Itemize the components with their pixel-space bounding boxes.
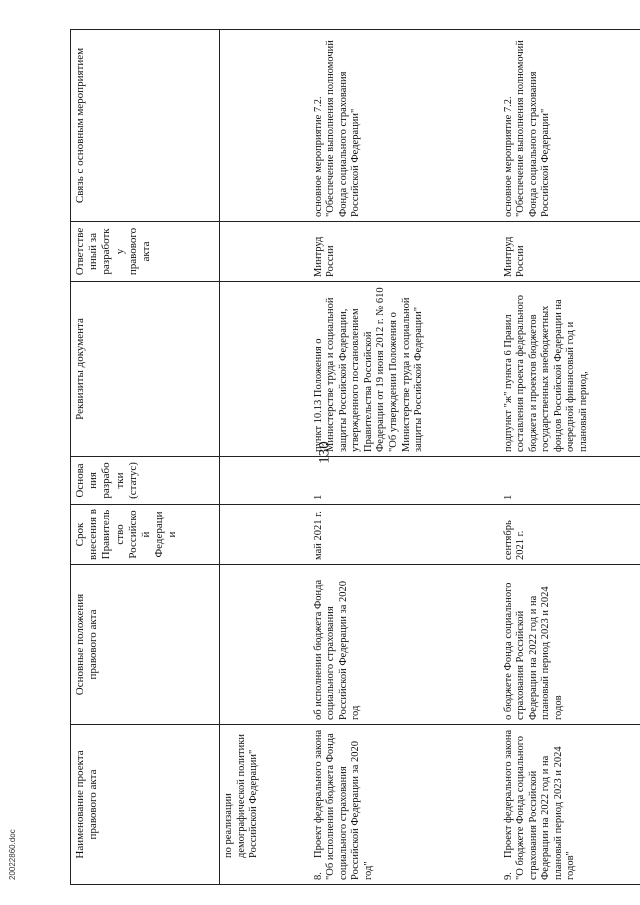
- cell-responsible: Минтруд России: [500, 222, 640, 282]
- cell-link: [220, 30, 310, 222]
- cell-basis: [220, 457, 310, 505]
- header-basis: Основания разработки (статус): [71, 457, 220, 505]
- rotated-table-container: [70, 30, 590, 885]
- cell-responsible: [220, 222, 310, 282]
- legislative-acts-table: [70, 29, 640, 885]
- cell-deadline: май 2021 г.: [310, 505, 500, 565]
- row-name-text: по реализации демографической политики Российской Федерации": [223, 734, 260, 858]
- header-provisions: Основные положения правового акта: [71, 565, 220, 725]
- header-requisites: Реквизиты документа: [71, 282, 220, 457]
- table-row: [220, 30, 310, 885]
- document-footer: 20022860.doc: [8, 829, 17, 880]
- table-row: [310, 30, 500, 885]
- row-number: 8.: [312, 872, 324, 880]
- cell-deadline: [220, 505, 310, 565]
- header-responsible: Ответственный за разработку правового акта: [71, 222, 220, 282]
- row-name-text: Проект федерального закона "Об исполнении бюджета Фонда социального страхования Российской Федерации за 2020 год": [312, 729, 374, 880]
- table-row: [500, 30, 640, 885]
- cell-provisions: [220, 565, 310, 725]
- cell-basis: 1: [310, 457, 500, 505]
- header-link: Связь с основным мероприятием: [71, 30, 220, 222]
- table-header-row: [71, 30, 220, 885]
- cell-name: [220, 725, 310, 885]
- cell-basis: 1: [500, 457, 640, 505]
- cell-link: основное мероприятие 7.2. "Обеспечение выполнения полномочий Фонда социального страхования Российской Федерации": [500, 30, 640, 222]
- cell-responsible: Минтруд России: [310, 222, 500, 282]
- cell-requisites: пункт 10.13 Положения о Министерстве труда и социальной защиты Российской Федерации, утвержденного постановлением Правительства Российской Федерации от 19 июня 2012 г. № 610 "Об утверждении Положения о Министерстве труда и социальной защиты Российской Федерации": [310, 282, 500, 457]
- row-number: 9.: [502, 872, 514, 880]
- cell-provisions: о бюджете Фонда социального страхования Российской Федерации на 2022 год и на плановый период 2023 и 2024 годов: [500, 565, 640, 725]
- cell-link: основное мероприятие 7.2. "Обеспечение выполнения полномочий Фонда социального страхования Российской Федерации": [310, 30, 500, 222]
- cell-requisites: подпункт "ж" пункта 6 Правил составления проекта федерального бюджета и проектов бюджетов государственных внебюджетных фондов Российской Федерации на очередной финансовый год и плановый период,: [500, 282, 640, 457]
- cell-requisites: [220, 282, 310, 457]
- header-deadline: Срок внесения в Правительство Российской Федерации: [71, 505, 220, 565]
- cell-name: [500, 725, 640, 885]
- cell-name: [310, 725, 500, 885]
- page-number: 130: [316, 441, 333, 464]
- cell-deadline: сентябрь 2021 г.: [500, 505, 640, 565]
- header-name: Наименование проекта правового акта: [71, 725, 220, 885]
- cell-provisions: об исполнении бюджета Фонда социального страхования Российской Федерации за 2020 год: [310, 565, 500, 725]
- row-name-text: Проект федерального закона "О бюджете Фонда социального страхования Российской Федерации на 2022 год и на плановый период 2023 и 2024 годов": [502, 729, 577, 880]
